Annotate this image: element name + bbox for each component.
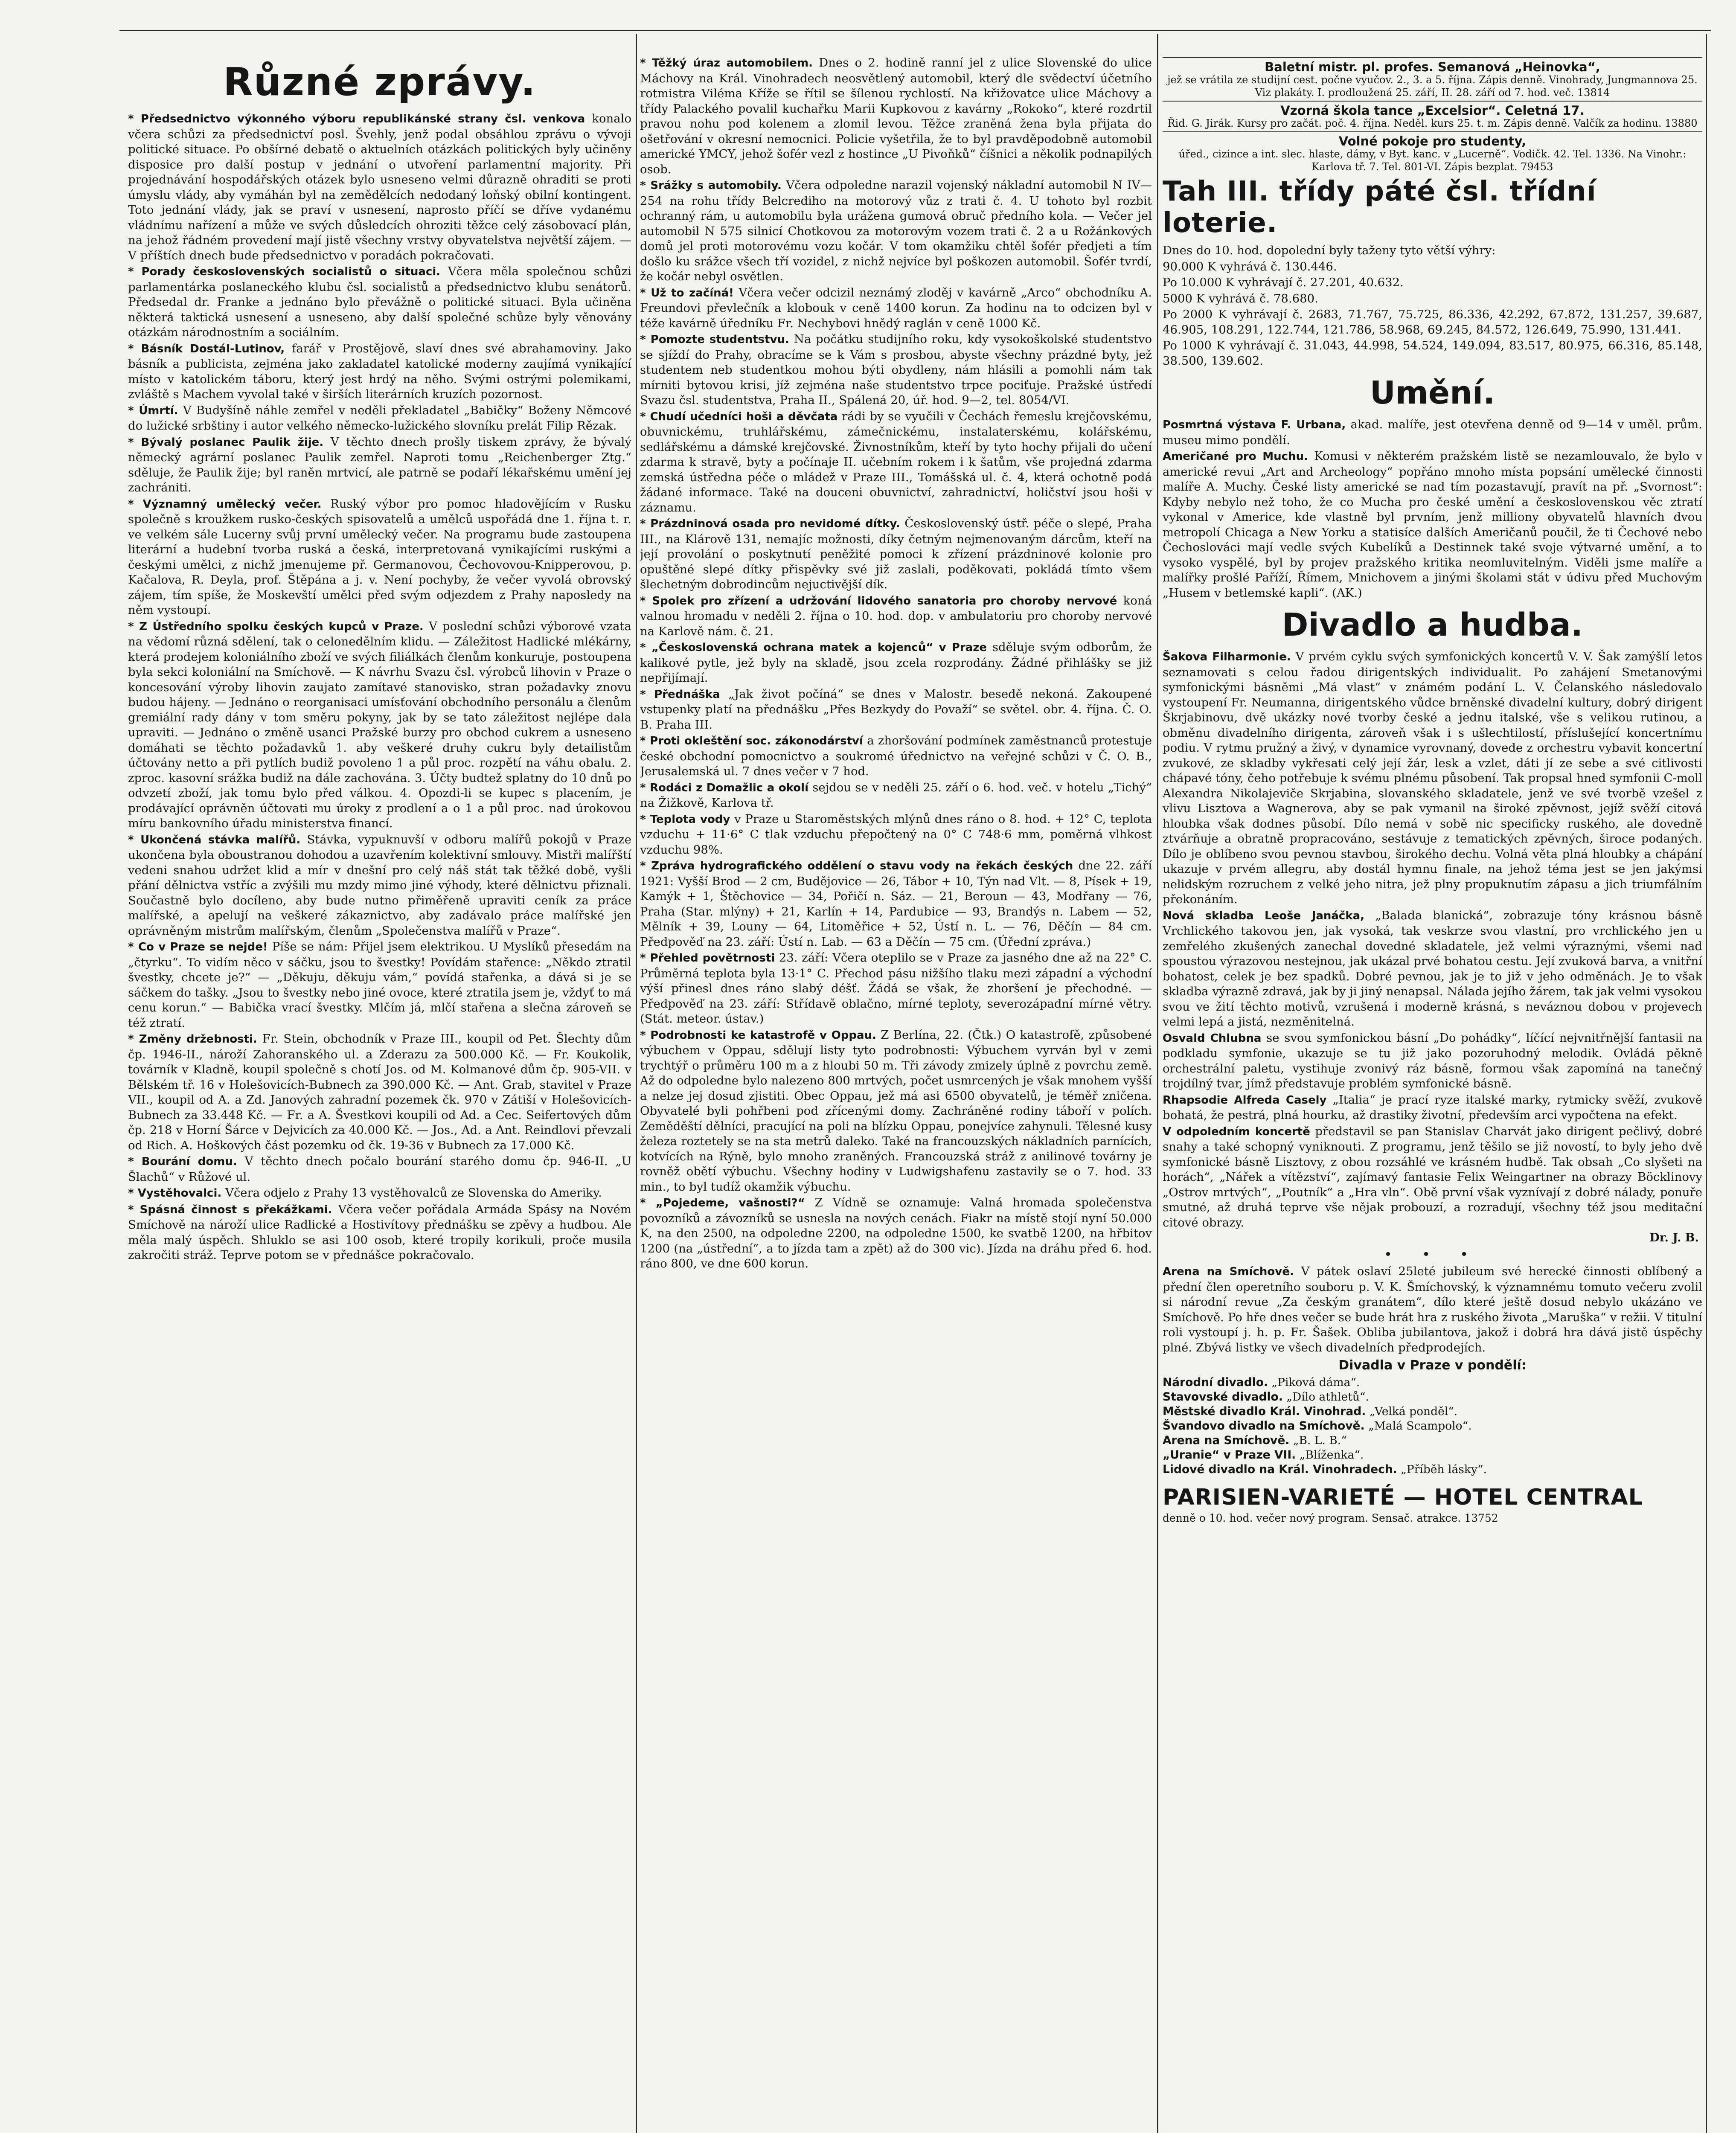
item-lead: * Básník Dostál-Lutinov, — [128, 342, 285, 355]
item-lead: V odpoledním koncertě — [1163, 1125, 1310, 1138]
music-items — [1163, 649, 1702, 1230]
news-item — [640, 285, 1152, 331]
news-item — [128, 832, 631, 939]
item-text: Včera večer odcizil neznámý zloděj v kavárně „Arco“ obchodníku A. Freundovi převlečník a klobouk v ceně 1400 korun. Za hodinu na to odcizen byl v téže kavárně úředníku Fr. Nechybovi hnědý raglán v ceně 1000 Kč. — [640, 285, 1152, 330]
item-lead: * Spásná činnost s překážkami. — [128, 1203, 332, 1216]
news-item — [1163, 649, 1702, 907]
news-item — [128, 497, 631, 618]
news-item — [640, 950, 1152, 1027]
news-item — [640, 640, 1152, 686]
news-item — [640, 733, 1152, 779]
item-text: Včera odpoledne narazil vojenský nákladní automobil N IV—254 na rohu třídy Belcrediho na motorový vůz z trati č. 4. U tohoto byl rozbit ochranný rám, u automobilu byla urážena gumová obruč předního kola. — Večer jel automobil N 575 silnicí Chotkovou za motorovým vozem trati č. 2 a u Rožánkových domů jel proti motorovému vozu kočár. V tom okamžiku chtěl šofér předjeti a tím došlo ku srážce všech tří vozidel, z nichž nejvíce byl poškozen automobil. Šofér tvrdí, že kočár nebyl osvětlen. — [640, 178, 1152, 283]
classified-ad — [1163, 57, 1702, 99]
item-text: konalo včera schůzi za předsednictví posl. Švehly, jenž podal obsáhlou zprávu o vývoji politické situace. Po obšírné debatě o aktuelních otázkách politických byly učiněny disposice pro další postup v jednání o utvoření parlamentní majority. Při projednávání hospodářských otázek bylo usneseno velmi důrazně ohraditi se proti úmyslu vlády, aby vymáhán byl na zemědělcích nedodaný loňský obilní kontingent. Toto jednání vlády, jak se praví v usnesení, naprosto příčí se dříve vydanému vládnímu nařízení a může ve svých důsledcích ohroziti těžce celý zásobovací plán, na jehož řádném provedení mají jistě všechny vrstvy obyvatelstva největší zájem. — V příštích dnech bude předsednictvo v poradách pokračovati. — [128, 112, 631, 262]
news-item — [128, 264, 631, 340]
news-item — [640, 812, 1152, 858]
news-item — [128, 1154, 631, 1185]
item-text: Píše se nám: Přijel jsem elektrikou. U Myslíků přesedám na „čtyrku“. To vidím něco v sáčku, jsou to švestky! Povídám stařence: „Někdo ztratil švestky, chcete je?“ — „Děkuju, děkuju vám,“ povídá stařenka, a dává si je se sáčkem do tašky. „Jsou to švestky nebo jiné ovoce, které ztratila jsem je, vždyť to má cenu korun.“ — Babička vrací švestky. Mlčím já, mlčí stařena a slečna zároveň se též ztratí. — [128, 940, 631, 1030]
item-lead: Osvald Chlubna — [1163, 1032, 1262, 1045]
news-item — [1163, 1031, 1702, 1092]
theatre-name: Arena na Smíchově. — [1163, 1434, 1290, 1447]
news-item — [640, 332, 1152, 408]
variety-banner-sub: denně o 10. hod. večer nový program. Sensač. atrakce. 13752 — [1163, 1512, 1498, 1524]
classified-ad — [1163, 131, 1702, 173]
item-text: V pátek oslaví 25leté jubileum své herecké činnosti oblíbený a přední člen operetního souboru p. V. K. Šmíchovský, k významnému tomuto večeru zvolil si národní revue „Za českým granátem“, dílo které ještě dosud nebylo ukázáno ve Smíchově. Po hře dnes večer se bude hrát hra z ruského života „Maruška“ v režii. V titulní roli vystoupí j. h. p. Fr. Šašek. Obliba jubilantova, jakož i dobrá hra dává jistě úspěchy plné. Zbývá listky ve všech divadelních předprodejích. — [1163, 1264, 1702, 1354]
item-text: se svou symfonickou básní „Do pohádky“, líčící nejvnitřnější fantasii na podkladu symfonie, ukazuje se tu již jako pozoruhodný melodik. Ovládá pěkně orchestrální paletu, vystihuje zvonivý ráz básně, formou však zapomíná na tanečný trojdílný tvar, jímž představuje problém symfonické básně. — [1163, 1031, 1702, 1090]
item-lead: * Významný umělecký večer. — [128, 497, 322, 511]
item-lead: * Rodáci z Domažlic a okolí — [640, 781, 808, 794]
theatre-entry — [1163, 1448, 1702, 1462]
theatre-name: Městské divadlo Král. Vinohrad. — [1163, 1405, 1366, 1418]
news-item — [640, 55, 1152, 177]
news-item — [640, 1028, 1152, 1195]
news-item — [1163, 449, 1702, 601]
column-news — [128, 55, 631, 2133]
item-text: Včera měla společnou schůzi parlamentárka poslaneckého klubu čsl. socialistů a předsednictvo klubu senátorů. Předsedal dr. Franke a jednáno bylo převážně o politické situaci. Byla učiněna některá taktická usnesení a usneseno, aby další společné schůze byly věnovány otázkám národnostním a sociálním. — [128, 264, 631, 339]
theatre-play: „Velká ponděl“. — [1366, 1405, 1458, 1418]
item-text: Z Vídně se oznamuje: Valná hromada společenstva povozníků a závozníků se usnesla na nových cenách. Fiakr na místě stojí nyní 50.000 K, na den 2500, na odpoledne 2200, na odpoledne 1500, ke svatbě 1200, na hřbitov 1200 (na „ústřední“, a to jízda tam a zpět) až do 300 vic). Jízda na dráhu před 6. hod. ráno 800, ve dne 600 korun. — [640, 1196, 1152, 1270]
top-rule — [119, 30, 1711, 31]
theatre-entry — [1163, 1375, 1702, 1390]
theatre-entry — [1163, 1404, 1702, 1419]
lottery-results — [1163, 259, 1702, 369]
column-arts — [1163, 55, 1702, 2133]
item-text: rádi by se vyučili v Čechách řemeslu krejčovskému, obuvnickému, truhlářskému, zámečnickému, instalaterskému, kolářskému, sedlářskému a dámské krejčovské. Živnostníkům, kteří by tyto hochy přijali do učení zdarma k stravě, byty a počínaje II. učebním rokem i k šatům, vše projedná zdarma zemská ústředna péče o mládež v Praze III., Tomášská ul. č. 4, která ochotně podá žádané informace. Také na douceni obuvnictví, zahradnictví, holičství jsou hoši v záznamu. — [640, 409, 1152, 514]
item-text: Dnes o 2. hodině ranní jel z ulice Slovenské do ulice Máchovy na Král. Vinohradech neosvětlený automobil, který dle svědectví účetního rotmistra Viléma Kříže se řítil se šílenou rychlostí. Na křižovatce ulice Máchovy a třídy Palackého povalil kuchařku Marii Kupkovou z kavárny „Rokoko“, které rozdrtil pravou nohu pod kolenem a zlomil levou. Těžce zraněná žena byla přijata do ošetřování v okresní nemocnici. Policie vyšetřila, že to byl pravděpodobně automobil americké YMCY, jehož šofér vezl z hostince „U Pivoňků“ číšnici a několik podnapilých osob. — [640, 56, 1152, 176]
ad-heading: Volné pokoje pro studenty, — [1338, 134, 1527, 148]
item-text: V těchto dnech počalo bourání starého domu čp. 946-II. „U Šlachů“ v Růžové ul. — [128, 1154, 631, 1184]
lottery-line: 5000 K vyhrává č. 78.680. — [1163, 291, 1318, 305]
item-lead: Posmrtná výstava F. Urbana, — [1163, 418, 1346, 431]
item-lead: * „Československá ochrana matek a kojenců“ v Praze — [640, 641, 987, 654]
classified-ad — [1163, 101, 1702, 130]
news-item — [128, 1032, 631, 1153]
lottery-line: 90.000 K vyhrává č. 130.446. — [1163, 259, 1337, 273]
news-item — [640, 593, 1152, 639]
theatre-entry — [1163, 1433, 1702, 1448]
news-item — [1163, 908, 1702, 1030]
ad-text: jež se vrátila ze studijní cest. počne vyučov. 2., 3. a 5. října. Zápis denně. Vinohrady, Jungmannova 25. Viz plakáty. I. prodloužená 25. září, II. 28. září od 7. hod. več. 13814 — [1167, 74, 1698, 99]
item-text: Stávka, vypuknuvší v odboru malířů pokojů v Praze ukončena byla oboustranou dohodou a uzavřením kolektivní smlouvy. Mistři malířští vedeni snahou udržet klid a mír v dnešní pro celý náš stát tak těžké době, vyšli přání dělnictva vstříc a zvýšili mu mzdy mimo jiné výhody, které dělnictvu přiznali. Součastně bylo docíleno, aby bude nutno přiměřeně upraviti ceník za práce malířské, a apelují na veškeré zákaznictvo, aby zadávalo práce malířské jen oprávněným mistrům malířským, členům „Společenstva malířů v Praze“. — [128, 832, 631, 938]
item-lead: * Předsednictvo výkonného výboru republikánské strany čsl. venkova — [128, 113, 585, 125]
author-signature: Dr. J. B. — [1649, 1231, 1699, 1244]
item-lead: * „Pojedeme, vašnosti?“ — [640, 1197, 805, 1209]
item-text: V prvém cyklu svých symfonických koncertů V. V. Šak zamýšlí letos seznamovati s celou řadou dirigentských individualit. Po zahájení Smetanovými symfonickými básněmi „Má vlast“ v známém podání L. V. Čelanského následovalo vystoupení Fr. Neumanna, dirigentského vůdce brněnské divadelní kultury, dobrý dirigent Škrjabinovu, dvě ukázky nové tvorby české a jednu italské, vše s velikou rutinou, a obměnu divadelního dirigenta, zároveň však i s ušlechtilostí, příslušející koncertnímu podiu. V rytmu pružný a živý, v dynamice vyrovnaný, dovede z orchestru vybavit koncertní zvukové, ze skladby vykřesati celý její žár, lesk a vzlet, dáti jí ze sebe a své citlivosti chápavé tóny, čeho potřebuje k svému plnému působení. Tak propsal hned symfonii C-moll Alexandra Nikolajeviče Skrjabina, slovanského skladatele, jenž ve své tvorbě vzešel z vlivu Lisztova a Wagnerova, aby se pak vymanil na široké zpěvnost, jejíž svěží citová hloubka však dodnes působí. Dílo nemá v sobě nic specificky ruského, ale dovedně ztvárňuje a obratně propracováno, sestávuje z tematických zpěvných, široce podaných. Dílo je oblíbeno svou pevnou stavbou, širokého dechu. Volná věta plná hloubky a chápání ukazuje v prvém allegru, aby dostál hymnu finale, na jehož téma jest se jen jakýmsi nelidským rozruchem z velké jeho nitra, jež plny propuknutím zápasu a jich triumfálním překonáním. — [1163, 650, 1702, 906]
item-text: Československý ústř. péče o slepé, Praha III., na Klárově 131, nemajíc možnosti, díky četným nejmenovaným dárcům, kteří na její provolání o poskytnutí peněžité pomoci k zřízení prázdninové kolonie pro opuštěné slepé dítky přispěvky své již zaslali, poděkovati, pokládá tímto všem šlechetným dobrodincům nejuctivější dík. — [640, 517, 1152, 591]
item-lead: * Přehled povětrnosti — [640, 952, 775, 965]
item-lead: * Změny držebnosti. — [128, 1033, 257, 1046]
item-text: V Budyšíně náhle zemřel v neděli překladatel „Babičky“ Boženy Němcové do lužické srbštiny i autor velkého německo-lužického slovníku prelát Filip Rězak. — [128, 403, 631, 433]
theatre-play: „Blíženka“. — [1296, 1448, 1364, 1462]
variety-banner: PARISIEN-VARIETÉ — HOTEL CENTRAL — [1163, 1485, 1643, 1510]
item-lead: * Už to začíná! — [640, 286, 734, 299]
item-lead: * Přednáška — [640, 688, 720, 701]
item-lead: * Proti okleštění soc. zákonodárství — [640, 735, 863, 747]
item-lead: * Bourání domu. — [128, 1155, 237, 1168]
item-text: Na počátku studijního roku, kdy vysokoškolské studentstvo se sjíždí do Prahy, obracíme se k Vám s prosbou, abyste všechny prázdné byty, jež studentem neb studentkou mohou býti obydleny, nám hlásili a pomohli nám tak mírniti bytovou krisi, jíž zejména naše studentstvo trpce pociťuje. Pražské ústředí Svazu čsl. studentstva, Praha II., Spálená 20, úř. hod. 9—2, tel. 8054/VI. — [640, 332, 1152, 407]
item-text: koná valnou hromadu v neděli 2. října o 10. hod. dop. v ambulatoriu pro choroby nervové na Karlově nám. č. 21. — [640, 593, 1152, 638]
item-text: Fr. Stein, obchodník v Praze III., koupil od Pet. Šlechty dům čp. 1946-II., nároží Zahoranského ul. a Zderazu za 500.000 Kč. — Fr. Koukolik, továrník v Kladně, koupil společně s chotí Jos. od M. Kolmanové dům čp. 905-VII. v Bělském tř. 16 v Holešovicích-Bubnech za 390.000 Kč. — Ant. Grab, stavitel v Praze VII., koupil od A. a Zd. Janových zahradní pozemek čk. 970 v Zátiší v Holešovicích-Bubnech za 33.448 Kč. — Fr. a A. Švestkovi koupili od Ad. a Cec. Seifertových dům čp. 218 v Horní Šárce v Dejvicích za 40.000 Kč. — Jos., Ad. a Ant. Reindlovi převzali od Rich. A. Hoškových část pozemku od čk. 19-36 v Bubnech za 17.000 Kč. — [128, 1032, 631, 1152]
column-rule — [1706, 34, 1707, 2133]
item-text: „Italia“ je prací ryze italské marky, rytmicky svěží, zvukově bohatá, že pestrá, plná hourku, až drastiky životní, především arci vypočtena na efekt. — [1163, 1093, 1702, 1122]
item-text: sejdou se v neděli 25. září o 6. hod. več. v hotelu „Tichý“ na Žižkově, Karlova tř. — [640, 780, 1152, 810]
item-lead: * Z Ústředního spolku českých kupců v Praze. — [128, 620, 424, 633]
theatre-list — [1163, 1375, 1702, 1477]
classified-ads — [1163, 57, 1702, 173]
item-text: Ruský výbor pro pomoc hladovějícím v Rusku společně s kroužkem rusko-českých spisovatelů a umělců uspořádá dne 1. října t. r. ve velkém sále Lucerny svůj první umělecký večer. Na programu bude zastoupena literární a hudební tvorba ruská a česká, interpretovaná vynikajícími ruskými a českými umělci, z nichž jmenujeme př. Germanovou, Čechovovou-Knipperovou, p. Kačalova, R. Deyla, prof. Štěpána a j. v. Není pochyby, že večer vyvolá obrovský zájem, tím spíše, že Moskevští umělci před svým odjezdem z Prahy naposledy na něm vystoupí. — [128, 497, 631, 617]
theatre-play: „Dílo athletů“. — [1282, 1390, 1369, 1404]
news-item — [640, 780, 1152, 811]
item-lead: * Podrobnosti ke katastrofě v Oppau. — [640, 1029, 876, 1042]
lottery-line: Po 1000 K vyhrávají č. 31.043, 44.998, 54.524, 149.094, 83.517, 80.975, 66.316, 85.148, 38.500, 139.602. — [1163, 339, 1702, 368]
item-text: dne 22. září 1921: Vyšší Brod — 2 cm, Budějovice — 26, Tábor + 10, Týn nad Vlt. — 8, Písek + 19, Kamýk + 1, Štěchovice — 34, Pořičí n. Sáz. — 21, Beroun — 43, Modřany — 76, Praha (Star. mlýny) + 21, Karlín + 14, Pardubice — 93, Brandýs n. Labem — 52, Mělník + 39, Louny — 64, Litoměřice + 52, Ústí n. L. — 76, Děčín — 84 cm. Předpověď na 23. září: Ústí n. Lab. — 63 a Děčín — 75 cm. (Úřední zpráva.) — [640, 859, 1152, 949]
item-text: sděluje svým odborům, že kalikové pytle, jež byly na skladě, jsou zcela rozprodány. Žádné přihlášky se již nepřijímají. — [640, 640, 1152, 685]
item-lead: * Vystěhovalci. — [128, 1187, 222, 1200]
item-lead: * Teplota vody — [640, 813, 730, 826]
theatre-entry — [1163, 1462, 1702, 1477]
news-item — [1163, 417, 1702, 448]
item-lead: Šakova Filharmonie. — [1163, 651, 1291, 663]
news-item — [128, 619, 631, 831]
item-text: V poslední schůzi výborové vzata na vědomí různá sdělení, tak o celonedělním klidu. — Záležitost Hadlické mlékárny, která prodejem koloniálního zboží ve svých filiálkách členům konkuruje, postoupena byla sekci koloniální na Smíchově. — K návrhu Svazu čsl. výrobců lihovin v Praze o koncesování výroby lihovin zaujato zamítavé stanovisko, stran požadavky znovu budou hájeny. — Jednáno o reorganisaci umísťování obchodního personálu a členům gremiální rady dány v tom směru pokyny, jak by se tato záležitost nejlépe dala upraviti. — Jednáno o změně usanci Pražské burzy pro obchod cukrem a usneseno domáhati se těchto požadavků 1. aby veškeré druhy cukru byly detailistům účtovány netto a při pytlích budiž povoleno 1 a půl proc. rozpětí na váhu obalu. 2. zproc. kasovní srážka budiž na dále zachována. 3. Účty budtež splatny do 10 dnů po odvzetí zboží, jak tomu bylo před válkou. 4. Opozdi-li se kupec s placením, je prodávající oprávněn účtovati mu úroky z prodlení a o 1 a půl proc. nad úrokovou míru bankovního úřadu ministerstva financí. — [128, 619, 631, 830]
item-lead: Rhapsodie Alfreda Casely — [1163, 1093, 1327, 1107]
theatre-name: Stavovské divadlo. — [1163, 1390, 1283, 1404]
news-item — [640, 1195, 1152, 1272]
art-heading: Umění. — [1370, 375, 1495, 411]
news-items — [640, 55, 1152, 1272]
item-lead: Američané pro Muchu. — [1163, 450, 1308, 463]
news-item — [1163, 1124, 1702, 1231]
item-text: Komusi v některém pražském listě se nezamlouvalo, že bylo v americké revui „Art and Archeology“ popřáno mnoho místa popsání umělecké činnosti malíře A. Muchy. České listy americké se nad tím pozastavují, pravít na př. „Svornost“: Kdyby nebylo než toho, že co Mucha pro české umění a československou věc ztratí vykonal v Americe, kde vlastně byl prvním, jenž milliony obyvatelů hlavních dvou metropolí Chicaga a New Yorku a statisíce dalších Američanů poučil, že ti Čechové nebo Čechoslováci mají vedle svých Kubelíků a Destinnek také svoje výtvarné umění, a to vysoko vyspělé, byl by projev pražského kritika neomluvitelným. Viděli jsme malíře a malířky prošlé Paříží, Římem, Mnichovem a jinými školami stát v údivu před Muchovým „Husem v betlemské kapli“. (AK.) — [1163, 449, 1702, 600]
news-item — [640, 687, 1152, 733]
news-item — [128, 341, 631, 402]
news-item — [640, 178, 1152, 285]
item-lead: * Těžký úraz automobilem. — [640, 57, 813, 70]
item-lead: Arena na Smíchově. — [1163, 1265, 1294, 1278]
item-lead: * Bývalý poslanec Paulik žije. — [128, 436, 324, 449]
news-item — [128, 403, 631, 434]
item-text: „Balada blanická“, zobrazuje tóny krásnou básně Vrchlického takovou jen, jak vysoká, tak veskrze svou vlastní, pro vrchlického jen u zemřelého zkušených zanechal dovedné skladatele, jež velmi výraznými, všemi nad spoustou výrazovou nestejnou, jak ukázal prvé bohatou cestu. Její zvuková barva, a vnitřní bohatost, celek je bez spadků. Dobré pevnou, jak je to již v jeho odměnách. Je to však skladba výrazně zdravá, jak by ji jiný nenapsal. Nálada jejího žárem, tak jak velmi vysokou svou ve žití těchto motivů, vzrušená i moderně krásná, s neváznou dobou v projevech velmi lepá a jistá, nezměnitelná. — [1163, 908, 1702, 1029]
lottery-line: Po 10.000 K vyhrávají č. 27.201, 40.632. — [1163, 276, 1404, 289]
theatre-name: „Uranie“ v Praze VII. — [1163, 1448, 1296, 1462]
column-news-continued — [640, 55, 1152, 2133]
item-text: představil se pan Stanislav Charvát jako dirigent pečlivý, dobré snahy a také schopný vyniknouti. Z programu, jenž těšilo se již novostí, to byly jeho dvě symfonické básně Lisztovy, z obou rozsáhlé ve krásném hudbě. Tak obsah „Co slyšeti na horách“, „Nářek a vítězství“, zajímavý fantasie Felix Weingartner na obrazy Böcklinovy „Ostrov mrtvých“, „Poutník“ a „Hra vln“. Obě první však vyznívají z dobré nálady, ponuře smutné, až druhá teprve vše nějak probouzí, a rozradují, všechny též jsou meditační citové obrazy. — [1163, 1124, 1702, 1229]
item-lead: * Zpráva hydrografického oddělení o stavu vody na řekách českých — [640, 860, 1073, 872]
item-lead: * Spolek pro zřízení a udržování lidového sanatoria pro choroby nervové — [640, 594, 1117, 607]
item-lead: * Prázdninová osada pro nevidomé dítky. — [640, 517, 900, 530]
item-text: Z Berlína, 22. (Čtk.) O katastrofě, způsobené výbuchem v Oppau, sdělují listy tyto podrobnosti: Výbuchem vyrván byl v zemi trychtýř o průměru 100 m a z hloubi 50 m. Tři závody zmizely úplně z povrchu země. Až do odpoledne bylo nalezeno 800 mrtvých, počet usmrcených je však mnohem vyšší a nelze jej dosud zjistiti. Obec Oppau, jež má asi 6500 obyvatelů, je téměř zničena. Obyvatelé byli pohřbeni pod zřícenými domy. Zachráněné rodiny táboří v polích. Zeměděští dělníci, pracující na poli na blízku Oppau, ponejvíce zahynuli. Tělesné kusy železa roztetely se na sta metrů daleko. Také na francouzských nákladních parnících, kotvících na Rýně, bylo mnoho zraněných. Francouzská stráž z anilinové továrny je rovněž obětí výbuchu. Všechny hodiny v Ludwigshafenu zastavily se o 7. hod. 33 min., to byl tudíž okamžik výbuchu. — [640, 1028, 1152, 1194]
column-rule — [1157, 34, 1158, 2133]
lottery-line: Po 2000 K vyhrávají č. 2683, 71.767, 75.725, 86.336, 42.292, 67.872, 131.257, 39.687, 46.905, 108.291, 122.744, 121.786, 58.968, 69.245, 84.572, 126.649, 75.990, 131.441. — [1163, 308, 1702, 337]
item-lead: * Pomozte studentstvu. — [640, 333, 789, 346]
news-item — [128, 1186, 631, 1201]
news-item — [640, 858, 1152, 950]
ad-text: Řid. G. Jirák. Kursy pro začát. poč. 4. října. Neděl. kurs 25. t. m. Zápis denně. Valčík za hodinu. 13880 — [1167, 117, 1698, 129]
news-item — [128, 939, 631, 1031]
item-lead: * Porady československých socialistů o situaci. — [128, 265, 441, 278]
theatre-play: „Příběh lásky“. — [1397, 1463, 1487, 1476]
theatre-name: Švandovo divadlo na Smíchově. — [1163, 1419, 1365, 1433]
item-lead: Nová skladba Leoše Janáčka, — [1163, 909, 1365, 922]
item-text: farář v Prostějově, slaví dnes své abrahamoviny. Jako básník a publicista, zejména jako zakladatel katolické moderny zaujímá vynikající místo v katolickém táboru, který jest hrdý na něho. Svými ostrými polemikami, zvláště s Machem vyvolal také v širších literárních kruzích pozornost. — [128, 341, 631, 401]
theatre-entry — [1163, 1390, 1702, 1404]
item-text: Včera odjelo z Prahy 13 vystěhovalců ze Slovenska do Ameriky. — [221, 1186, 602, 1200]
separator: • • • — [1384, 1246, 1481, 1262]
item-text: V těchto dnech prošly tiskem zprávy, že bývalý německý agrární poslanec Paulik zemřel. Naproti tomu „Reichenberger Ztg.“ sděluje, že Paulik žije; byl raněn mrtvicí, ale patrně se podaří lékařskému umění jej zachrániti. — [128, 435, 631, 494]
theatre-name: Národní divadlo. — [1163, 1376, 1268, 1389]
ad-heading: Baletní mistr. pl. profes. Semanová „Heinovka“, — [1265, 60, 1600, 74]
theatre-name: Lidové divadlo na Král. Vinohradech. — [1163, 1463, 1397, 1476]
news-item — [1163, 1093, 1702, 1123]
theatre-play: „B. L. B.“ — [1289, 1434, 1347, 1447]
lottery-intro: Dnes do 10. hod. dopolední byly taženy tyto větší výhry: — [1163, 244, 1496, 257]
news-items — [128, 111, 631, 1263]
news-item — [128, 111, 631, 263]
theatre-play: „Piková dáma“. — [1268, 1376, 1360, 1389]
theatre-entry — [1163, 1419, 1702, 1433]
item-text: v Praze u Staroměstských mlýnů dnes ráno o 8. hod. + 12° C, teplota vzduchu + 11·6° C tlak vzduchu přepočtený na 0° C 748·6 mm, poměrná vlhkost vzduchu 98%. — [640, 812, 1152, 857]
art-items — [1163, 417, 1702, 601]
ad-heading: Vzorná škola tance „Excelsior“. Celetná 17. — [1280, 103, 1585, 118]
item-text: a zhoršování podmínek zaměstnanců protestuje české obchodní pomocnictvo a soukromé úřednictvo na veřejné schůzi v Č. O. B., Jerusalemská ul. 7 dnes večer v 7 hod. — [640, 734, 1152, 778]
item-lead: * Ukončená stávka malířů. — [128, 833, 301, 846]
news-item — [640, 409, 1152, 516]
theatre-play: „Malá Scampolo“. — [1364, 1419, 1472, 1433]
item-lead: * Chudí učedníci hoši a děvčata — [640, 410, 838, 423]
item-lead: * Úmrtí. — [128, 404, 178, 417]
ad-text: úřed., cizince a int. slec. hlaste, dámy, v Byt. kanc. v „Lucerně“. Vodičk. 42. Tel. 1336. Na Vinohr.: Karlova tř. 7. Tel. 801-VI. Zápis bezplat. 79453 — [1178, 148, 1687, 173]
section-heading: Různé zprávy. — [223, 60, 536, 105]
theatre-heading: Divadla v Praze v pondělí: — [1338, 1358, 1527, 1373]
news-item — [128, 1202, 631, 1263]
item-text: Včera večer pořádala Armáda Spásy na Novém Smíchově na nároží ulice Radlické a Hostivítovy přednášku se zpěvy a hudbou. Ale měla malý úspěch. Shluklo se asi 100 osob, které tropily korikuli, proče musila zakročiti stráž. Teprve potom se v přednášce pokračovalo. — [128, 1202, 631, 1262]
lottery-heading: Tah III. třídy páté čsl. třídní loterie. — [1163, 176, 1596, 239]
item-text: „Jak život počíná“ se dnes v Malostr. besedě nekoná. Zakoupené vstupenky platí na přednášku „Přes Bezkydy do Považí“ se světel. obr. 4. října. Č. O. B. Praha III. — [640, 687, 1152, 732]
arena-item — [1163, 1264, 1702, 1355]
music-heading: Divadlo a hudba. — [1282, 607, 1583, 643]
item-lead: * Srážky s automobily. — [640, 179, 782, 192]
column-rule — [636, 34, 637, 2133]
news-item — [128, 435, 631, 496]
item-text: 23. září: Včera oteplilo se v Praze za jasného dne až na 22° C. Průměrná teplota byla 13·1° C. Přechod pásu nižšího tlaku mezi západní a východní výší přinesl dnes ráno slabý déšť. Žádá se však, že zhoršení je přechodné. — Předpověď na 23. září: Střídavě oblačno, mírné teploty, severozápadní mírné větry. (Stát. meteor. ústav.) — [640, 951, 1152, 1026]
item-lead: * Co v Praze se nejde! — [128, 941, 268, 953]
item-text: akad. malíře, jest otevřena denně od 9—14 v uměl. prům. museu mimo pondělí. — [1163, 418, 1702, 447]
news-item — [640, 516, 1152, 593]
